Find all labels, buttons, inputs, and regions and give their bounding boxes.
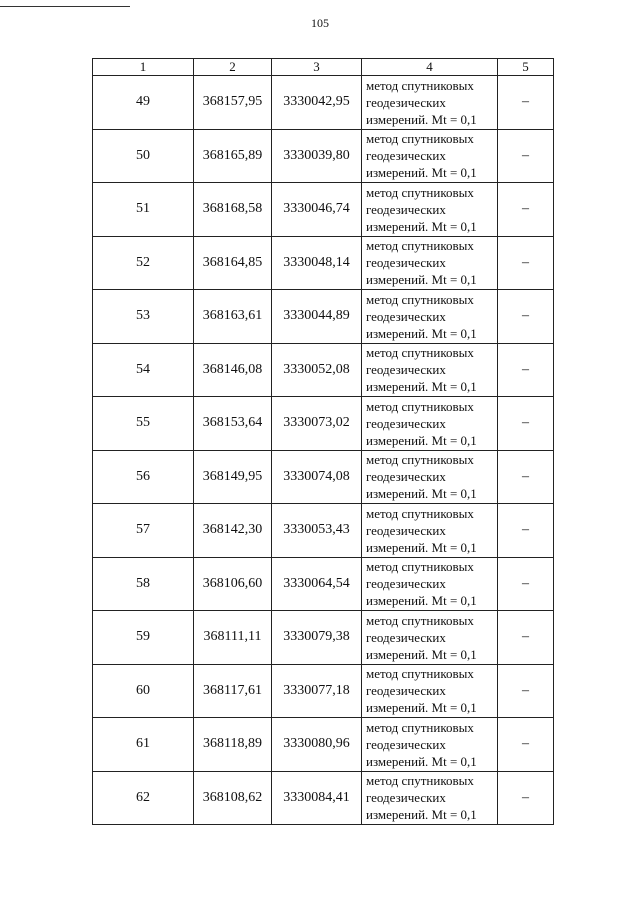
method-line: геодезических <box>366 255 446 271</box>
method-line: геодезических <box>366 362 446 378</box>
column-5-value: – <box>498 504 554 558</box>
method-description <box>362 504 498 558</box>
method-line: метод спутниковых <box>366 505 474 521</box>
method-description <box>362 771 498 825</box>
method-description <box>362 343 498 397</box>
method-line: метод спутниковых <box>366 612 474 628</box>
coordinate-y: 3330074,08 <box>272 450 362 504</box>
method-line: метод спутниковых <box>366 559 474 575</box>
column-5-value: – <box>498 557 554 611</box>
coordinate-y: 3330039,80 <box>272 129 362 183</box>
point-number: 57 <box>93 504 194 558</box>
column-5-value: – <box>498 290 554 344</box>
coordinate-x: 368165,89 <box>194 129 272 183</box>
method-line: метод спутниковых <box>366 345 474 361</box>
method-line: геодезических <box>366 94 446 110</box>
point-number: 60 <box>93 664 194 718</box>
table-row <box>93 718 554 772</box>
point-number: 51 <box>93 183 194 237</box>
method-line: измерений. Mt = 0,1 <box>366 700 477 716</box>
method-description <box>362 450 498 504</box>
column-5-value: – <box>498 129 554 183</box>
table-row <box>93 76 554 130</box>
method-line: измерений. Mt = 0,1 <box>366 593 477 609</box>
method-line: метод спутниковых <box>366 131 474 147</box>
column-5-value: – <box>498 236 554 290</box>
table-row <box>93 450 554 504</box>
method-line: измерений. Mt = 0,1 <box>366 646 477 662</box>
coordinate-x: 368146,08 <box>194 343 272 397</box>
table-row <box>93 557 554 611</box>
header-col-3: 3 <box>272 59 362 76</box>
table-row <box>93 611 554 665</box>
method-description <box>362 76 498 130</box>
column-5-value: – <box>498 397 554 451</box>
table-row <box>93 236 554 290</box>
point-number: 61 <box>93 718 194 772</box>
method-line: геодезических <box>366 201 446 217</box>
coordinates-table <box>92 58 554 825</box>
method-line: геодезических <box>366 415 446 431</box>
table-row <box>93 343 554 397</box>
method-line: геодезических <box>366 576 446 592</box>
point-number: 53 <box>93 290 194 344</box>
method-line: метод спутниковых <box>366 452 474 468</box>
method-description <box>362 718 498 772</box>
table-row <box>93 183 554 237</box>
method-line: измерений. Mt = 0,1 <box>366 218 477 234</box>
coordinate-y: 3330046,74 <box>272 183 362 237</box>
point-number: 59 <box>93 611 194 665</box>
method-line: геодезических <box>366 469 446 485</box>
coordinate-x: 368142,30 <box>194 504 272 558</box>
method-line: геодезических <box>366 629 446 645</box>
coordinate-y: 3330053,43 <box>272 504 362 558</box>
column-5-value: – <box>498 76 554 130</box>
table-row <box>93 290 554 344</box>
table-row <box>93 129 554 183</box>
coordinate-x: 368157,95 <box>194 76 272 130</box>
method-line: метод спутниковых <box>366 719 474 735</box>
coordinate-y: 3330080,96 <box>272 718 362 772</box>
method-line: измерений. Mt = 0,1 <box>366 379 477 395</box>
column-5-value: – <box>498 771 554 825</box>
method-line: измерений. Mt = 0,1 <box>366 753 477 769</box>
coordinate-x: 368164,85 <box>194 236 272 290</box>
table-body <box>93 76 554 825</box>
coordinate-x: 368118,89 <box>194 718 272 772</box>
method-line: измерений. Mt = 0,1 <box>366 111 477 127</box>
method-line: геодезических <box>366 522 446 538</box>
method-line: измерений. Mt = 0,1 <box>366 165 477 181</box>
coordinate-x: 368106,60 <box>194 557 272 611</box>
point-number: 49 <box>93 76 194 130</box>
coordinate-y: 3330064,54 <box>272 557 362 611</box>
point-number: 58 <box>93 557 194 611</box>
method-line: измерений. Mt = 0,1 <box>366 807 477 823</box>
coordinate-y: 3330042,95 <box>272 76 362 130</box>
point-number: 62 <box>93 771 194 825</box>
coordinate-y: 3330073,02 <box>272 397 362 451</box>
method-line: геодезических <box>366 790 446 806</box>
coordinate-y: 3330084,41 <box>272 771 362 825</box>
point-number: 54 <box>93 343 194 397</box>
coordinate-y: 3330048,14 <box>272 236 362 290</box>
top-rule <box>0 6 130 7</box>
coordinate-y: 3330052,08 <box>272 343 362 397</box>
method-line: метод спутниковых <box>366 666 474 682</box>
method-description <box>362 183 498 237</box>
coordinate-x: 368108,62 <box>194 771 272 825</box>
column-5-value: – <box>498 450 554 504</box>
column-5-value: – <box>498 718 554 772</box>
method-description <box>362 611 498 665</box>
table-row <box>93 504 554 558</box>
method-line: геодезических <box>366 148 446 164</box>
method-line: измерений. Mt = 0,1 <box>366 272 477 288</box>
table-row <box>93 664 554 718</box>
method-line: метод спутниковых <box>366 773 474 789</box>
coordinate-x: 368163,61 <box>194 290 272 344</box>
coordinate-x: 368111,11 <box>194 611 272 665</box>
column-5-value: – <box>498 343 554 397</box>
coordinate-x: 368153,64 <box>194 397 272 451</box>
page-number: 105 <box>311 16 329 30</box>
method-description <box>362 397 498 451</box>
column-5-value: – <box>498 664 554 718</box>
method-line: геодезических <box>366 736 446 752</box>
coordinate-x: 368149,95 <box>194 450 272 504</box>
header-col-4: 4 <box>362 59 498 76</box>
method-line: измерений. Mt = 0,1 <box>366 325 477 341</box>
point-number: 52 <box>93 236 194 290</box>
method-line: измерений. Mt = 0,1 <box>366 539 477 555</box>
table-row <box>93 771 554 825</box>
method-description <box>362 290 498 344</box>
column-5-value: – <box>498 183 554 237</box>
coordinate-x: 368168,58 <box>194 183 272 237</box>
column-5-value: – <box>498 611 554 665</box>
method-line: геодезических <box>366 683 446 699</box>
method-description <box>362 557 498 611</box>
method-line: геодезических <box>366 308 446 324</box>
method-line: метод спутниковых <box>366 238 474 254</box>
method-line: метод спутниковых <box>366 77 474 93</box>
coordinate-y: 3330077,18 <box>272 664 362 718</box>
coordinate-y: 3330044,89 <box>272 290 362 344</box>
coordinate-x: 368117,61 <box>194 664 272 718</box>
method-line: измерений. Mt = 0,1 <box>366 486 477 502</box>
coordinate-y: 3330079,38 <box>272 611 362 665</box>
method-description <box>362 664 498 718</box>
method-description <box>362 236 498 290</box>
method-line: метод спутниковых <box>366 398 474 414</box>
header-col-5: 5 <box>498 59 554 76</box>
header-col-2: 2 <box>194 59 272 76</box>
point-number: 55 <box>93 397 194 451</box>
method-line: метод спутниковых <box>366 184 474 200</box>
point-number: 56 <box>93 450 194 504</box>
method-line: измерений. Mt = 0,1 <box>366 432 477 448</box>
table-row <box>93 397 554 451</box>
method-description <box>362 129 498 183</box>
method-line: метод спутниковых <box>366 291 474 307</box>
point-number: 50 <box>93 129 194 183</box>
header-col-1: 1 <box>93 59 194 76</box>
header-row <box>93 59 554 76</box>
